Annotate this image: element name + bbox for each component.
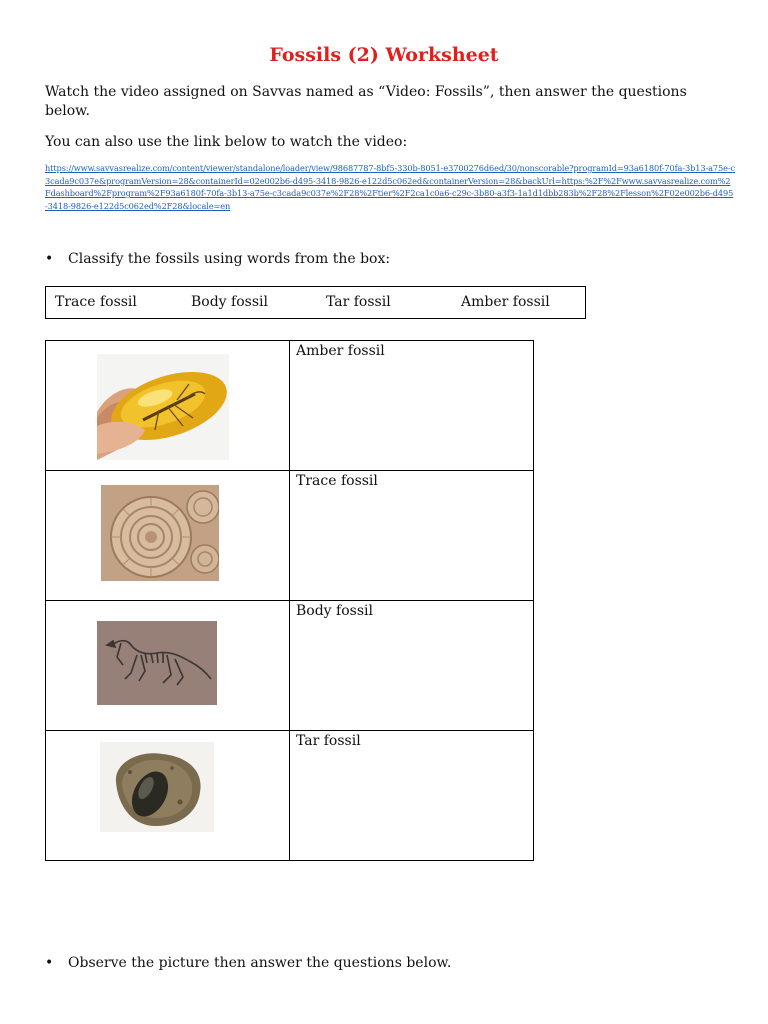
bullet-dot: •	[45, 251, 54, 267]
table-row	[46, 601, 534, 731]
ammonite-fossil-image	[101, 485, 219, 581]
table-row	[46, 731, 534, 861]
picture-cell	[46, 341, 290, 471]
fossil-classification-table	[45, 340, 534, 861]
amber-fossil-image	[97, 354, 229, 460]
picture-cell	[46, 471, 290, 601]
word-box-item: Amber fossil	[461, 294, 550, 310]
intro-instructions: Watch the video assigned on Savvas named as “Video: Fossils”, then answer the questions below.	[45, 84, 687, 119]
dinosaur-fossil-image	[97, 621, 217, 705]
answer-text: Body fossil	[296, 603, 373, 619]
tar-fossil-image	[100, 742, 214, 832]
bullet-dot: •	[45, 955, 54, 971]
video-link[interactable]: https://www.savvasrealize.com/content/viewer/standalone/loader/view/98687787-8bf5-330b-8051-e3700276d6ed/30/nonscorable?programId=93a6180f-70fa-3b13-a75e-c3cada9c037e&programVersion=28&containerId=02e002b6-d495-3418-9826-e122d5c062ed&containerVersion=28&backUrl=https:%2F%2Fwww.savvasrealize.com%2Fdashboard%2Fprogram%2F93a6180f-70fa-3b13-a75e-c3cada9c037e%2F28%2Ftier%2F2ca1c0a6-c29c-3b80-a3f3-1a1d1dbb283b%2F28%2Flesson%2F02e002b6-d495-3418-9826-e122d5c062ed%2F28&locale=en	[45, 163, 736, 211]
bullet-classify-text: Classify the fossils using words from the box:	[68, 251, 391, 267]
answer-cell[interactable]	[290, 471, 534, 601]
bullet-observe-text: Observe the picture then answer the questions below.	[68, 955, 452, 971]
worksheet-title: Fossils (2) Worksheet	[269, 44, 499, 66]
word-box-item: Tar fossil	[326, 294, 391, 310]
bullet-observe	[45, 954, 451, 972]
word-box-item: Trace fossil	[55, 294, 137, 310]
answer-text: Amber fossil	[296, 343, 385, 359]
word-box	[45, 286, 586, 319]
word-box-item: Body fossil	[191, 294, 268, 310]
table-row	[46, 341, 534, 471]
answer-text: Trace fossil	[296, 473, 378, 489]
bullet-classify	[45, 250, 390, 268]
answer-cell[interactable]	[290, 601, 534, 731]
picture-cell	[46, 731, 290, 861]
picture-cell	[46, 601, 290, 731]
table-row	[46, 471, 534, 601]
answer-text: Tar fossil	[296, 733, 361, 749]
intro-link-note: You can also use the link below to watch the video:	[45, 134, 408, 150]
answer-cell[interactable]	[290, 341, 534, 471]
answer-cell[interactable]	[290, 731, 534, 861]
